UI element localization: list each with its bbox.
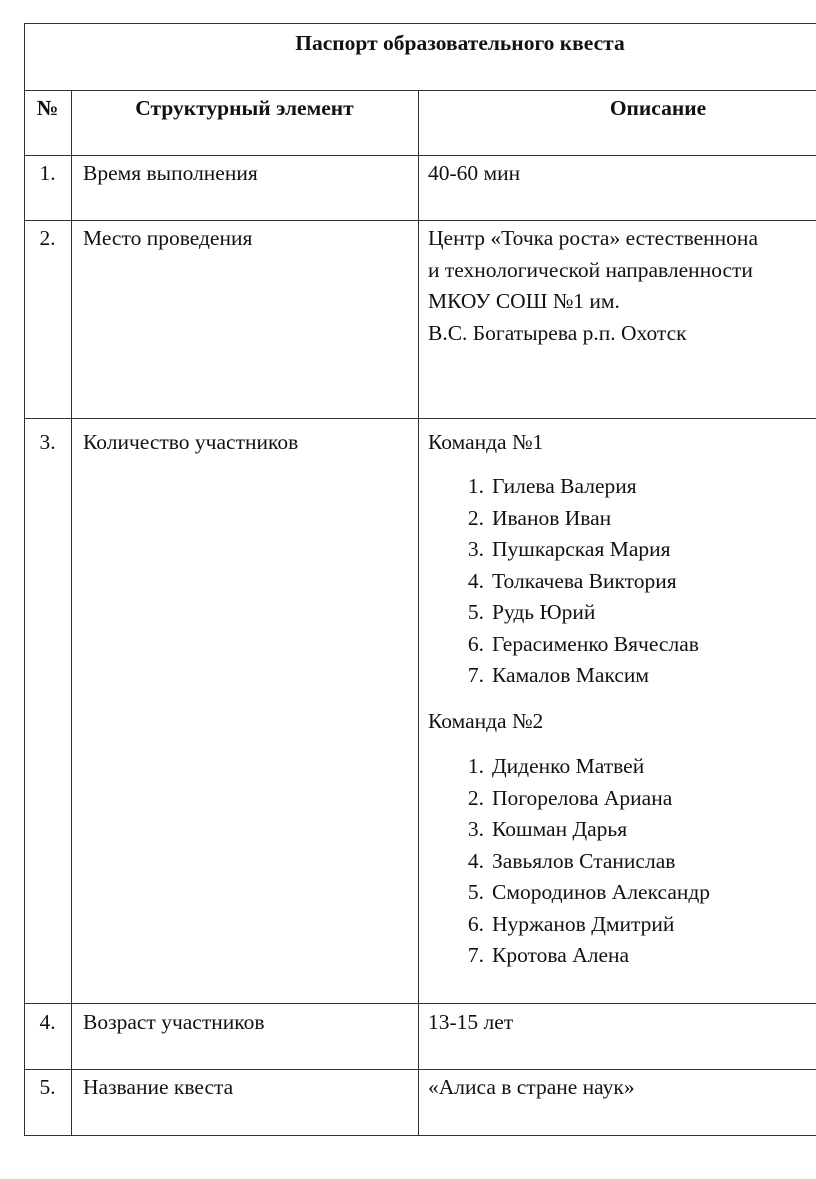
- row-divider: [24, 1069, 816, 1070]
- row-element: Возраст участников: [83, 1010, 265, 1034]
- row-divider: [24, 155, 816, 156]
- row-divider: [24, 90, 816, 91]
- row-number: 5.: [39, 1075, 56, 1099]
- table-border-bottom: [24, 1135, 816, 1136]
- row-description: «Алиса в стране наук»: [428, 1075, 635, 1099]
- row-element: Название квеста: [83, 1075, 234, 1099]
- table-border-top: [24, 23, 816, 24]
- header-element: Структурный элемент: [135, 96, 354, 120]
- row-number: 2.: [39, 226, 56, 250]
- row-divider: [24, 418, 816, 419]
- row-number: 4.: [39, 1010, 56, 1034]
- row-divider: [24, 220, 816, 221]
- row-description-line: Центр «Точка роста» естественнона: [428, 226, 758, 250]
- row-element: Количество участников: [83, 430, 299, 454]
- row-number: 3.: [39, 430, 56, 454]
- row-description-line: В.С. Богатырева р.п. Охотск: [428, 320, 687, 345]
- team-title: Команда №1: [428, 430, 544, 454]
- team-title: Команда №2: [428, 709, 544, 733]
- row-description-line: и технологической направленности: [428, 257, 753, 282]
- header-num: №: [36, 96, 59, 120]
- column-divider: [71, 90, 72, 1136]
- table-title: Паспорт образовательного квеста: [295, 31, 625, 55]
- row-description-line: МКОУ СОШ №1 им.: [428, 289, 620, 313]
- row-description: 40-60 мин: [428, 161, 521, 185]
- row-element: Место проведения: [83, 226, 253, 250]
- table-border-left: [24, 23, 25, 1136]
- row-number: 1.: [39, 161, 56, 185]
- row-element: Время выполнения: [83, 161, 258, 185]
- column-divider: [418, 90, 419, 1136]
- row-divider: [24, 1003, 816, 1004]
- row-description: 13-15 лет: [428, 1010, 514, 1034]
- header-description: Описание: [609, 96, 707, 120]
